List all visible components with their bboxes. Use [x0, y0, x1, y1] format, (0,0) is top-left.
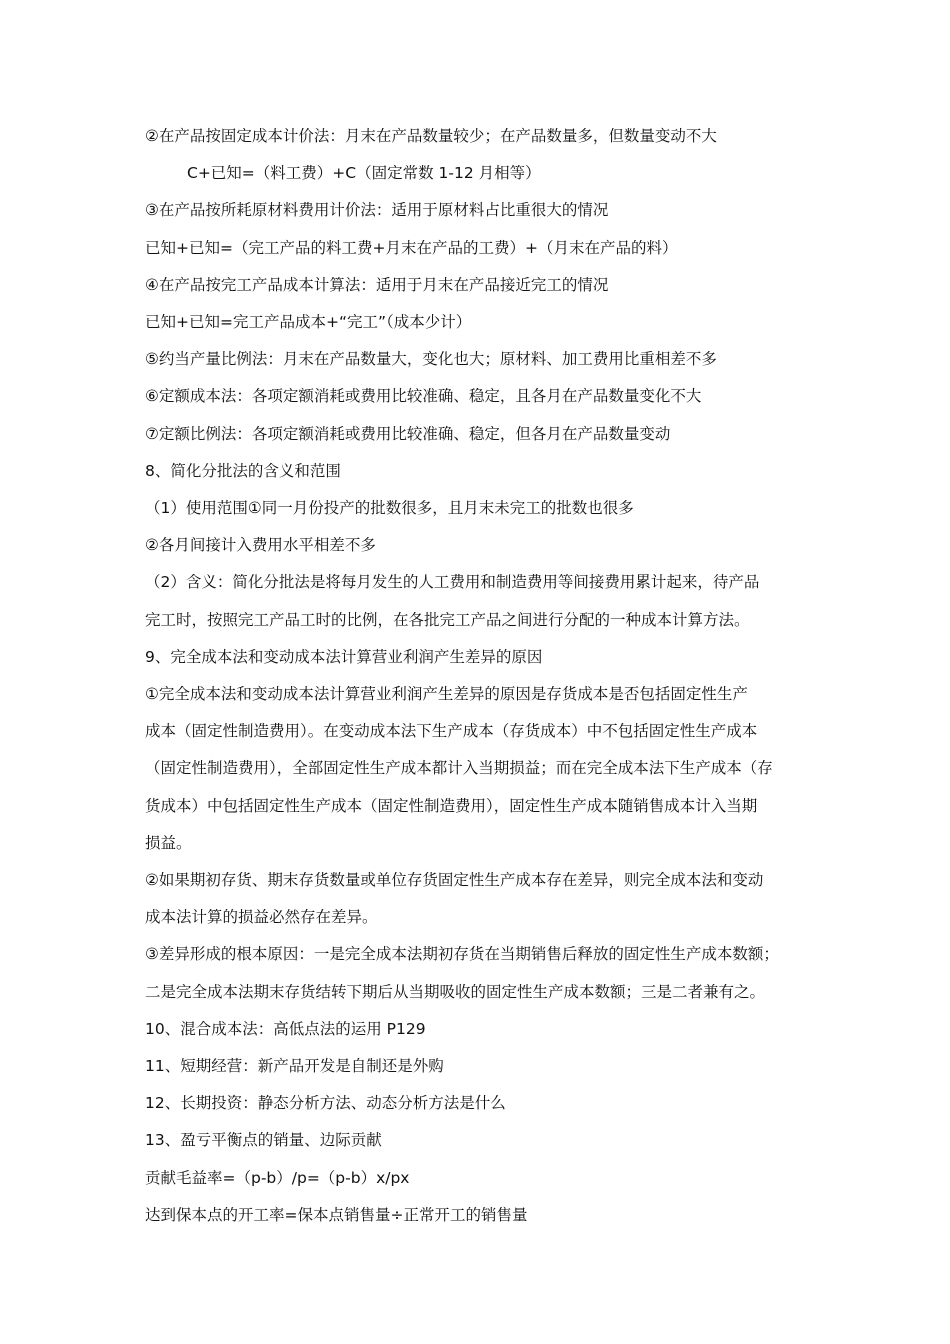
text-line-9: ⑦定额比例法：各项定额消耗或费用比较准确、稳定，但各月在产品数量变动 [145, 424, 671, 443]
text-line-6: 已知+已知=完工产品成本+“完工”（成本少计） [145, 313, 472, 332]
text-line-3: ③在产品按所耗原材料费用计价法：适用于原材料占比重很大的情况 [145, 201, 609, 220]
text-line-24: 二是完全成本法期末存货结转下期后从当期吸收的固定性生产成本数额；三是二者兼有之。 [145, 982, 766, 1001]
text-line-16: ①完全成本法和变动成本法计算营业利润产生差异的原因是存货成本是否包括固定性生产 [145, 685, 748, 704]
section-heading-11: 11、短期经营：新产品开发是自制还是外购 [145, 1057, 444, 1076]
text-line-4: 已知+已知=（完工产品的料工费+月末在产品的工费）+（月末在产品的料） [145, 238, 678, 257]
text-line-11: （1）使用范围①同一月份投产的批数很多，且月末未完工的批数也很多 [145, 499, 634, 518]
text-line-2: C+已知=（料工费）+C（固定常数 1-12 月相等） [187, 164, 541, 183]
text-line-22: 成本法计算的损益必然存在差异。 [145, 908, 378, 927]
text-line-20: 损益。 [145, 833, 192, 852]
text-line-19: 货成本）中包括固定性生产成本（固定性制造费用），固定性生产成本随销售成本计入当期 [145, 796, 758, 815]
document-body [145, 118, 817, 1234]
text-line-5: ④在产品按完工产品成本计算法：适用于月末在产品接近完工的情况 [145, 275, 609, 294]
section-heading-13: 13、盈亏平衡点的销量、边际贡献 [145, 1131, 382, 1150]
section-heading-12: 12、长期投资：静态分析方法、动态分析方法是什么 [145, 1094, 506, 1113]
text-line-7: ⑤约当产量比例法：月末在产品数量大，变化也大；原材料、加工费用比重相差不多 [145, 350, 717, 369]
text-line-12: ②各月间接计入费用水平相差不多 [145, 536, 376, 555]
formula-breakeven-operating-rate: 达到保本点的开工率=保本点销售量÷正常开工的销售量 [145, 1205, 528, 1224]
text-line-18: （固定性制造费用），全部固定性生产成本都计入当期损益；而在完全成本法下生产成本（存 [145, 759, 773, 778]
section-heading-10: 10、混合成本法：高低点法的运用 P129 [145, 1019, 426, 1038]
text-line-13: （2）含义：简化分批法是将每月发生的人工费用和制造费用等间接费用累计起来，待产品 [145, 573, 760, 592]
text-line-8: ⑥定额成本法：各项定额消耗或费用比较准确、稳定，且各月在产品数量变化不大 [145, 387, 702, 406]
section-heading-9: 9、完全成本法和变动成本法计算营业利润产生差异的原因 [145, 647, 543, 666]
section-heading-8: 8、简化分批法的含义和范围 [145, 461, 341, 480]
formula-contribution-margin-ratio: 贡献毛益率=（p-b）/p=（p-b）x/px [145, 1168, 410, 1187]
text-line-21: ②如果期初存货、期末存货数量或单位存货固定性生产成本存在差异，则完全成本法和变动 [145, 871, 764, 890]
text-line-17: 成本（固定性制造费用）。在变动成本法下生产成本（存货成本）中不包括固定性生产成本 [145, 722, 758, 741]
text-line-1: ②在产品按固定成本计价法：月末在产品数量较少；在产品数量多，但数量变动不大 [145, 127, 717, 145]
text-line-23: ③差异形成的根本原因：一是完全成本法期初存货在当期销售后释放的固定性生产成本数额； [145, 945, 779, 964]
text-line-14: 完工时，按照完工产品工时的比例，在各批完工产品之间进行分配的一种成本计算方法。 [145, 610, 750, 629]
